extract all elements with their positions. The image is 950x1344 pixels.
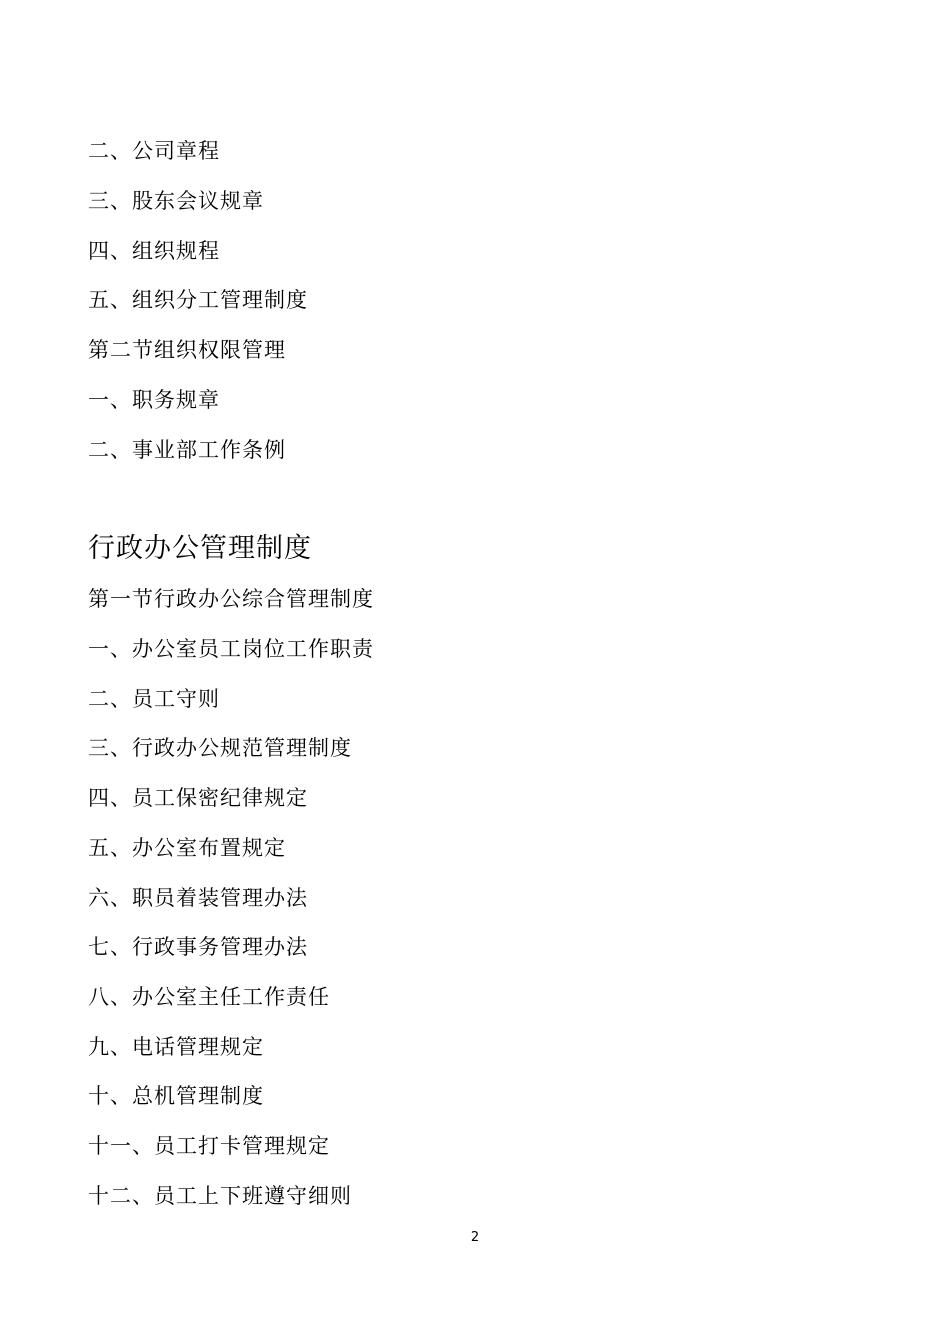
toc-entry-employee-code: 二、员工守则 — [88, 687, 220, 711]
toc-entry-confidentiality-rules: 四、员工保密纪律规定 — [88, 786, 308, 810]
toc-entry-organization-procedures: 四、组织规程 — [88, 239, 220, 263]
toc-entry-office-director-duties: 八、办公室主任工作责任 — [88, 985, 330, 1009]
toc-entry-commute-rules: 十二、员工上下班遵守细则 — [88, 1184, 352, 1208]
toc-entry-clock-in-rules: 十一、员工打卡管理规定 — [88, 1134, 330, 1158]
toc-entry-telephone-rules: 九、电话管理规定 — [88, 1035, 264, 1059]
page-number: 2 — [470, 1230, 480, 1245]
toc-entry-office-staff-duties: 一、办公室员工岗位工作职责 — [88, 637, 374, 661]
toc-entry-administrative-affairs: 七、行政事务管理办法 — [88, 935, 308, 959]
toc-entry-office-layout-rules: 五、办公室布置规定 — [88, 836, 286, 860]
toc-entry-shareholder-meeting-rules: 三、股东会议规章 — [88, 189, 264, 213]
subsection-title-organization-authority: 第二节组织权限管理 — [88, 338, 286, 362]
toc-entry-office-standards: 三、行政办公规范管理制度 — [88, 736, 352, 760]
subsection-title-administrative-general: 第一节行政办公综合管理制度 — [88, 587, 374, 611]
toc-entry-company-charter: 二、公司章程 — [88, 139, 220, 163]
toc-entry-job-rules: 一、职务规章 — [88, 388, 220, 412]
toc-entry-switchboard-system: 十、总机管理制度 — [88, 1084, 264, 1108]
toc-entry-division-work-regulations: 二、事业部工作条例 — [88, 438, 286, 462]
toc-entry-organization-division-system: 五、组织分工管理制度 — [88, 288, 308, 312]
section-heading-administrative-office: 行政办公管理制度 — [88, 533, 312, 564]
toc-entry-dress-code: 六、职员着装管理办法 — [88, 886, 308, 910]
